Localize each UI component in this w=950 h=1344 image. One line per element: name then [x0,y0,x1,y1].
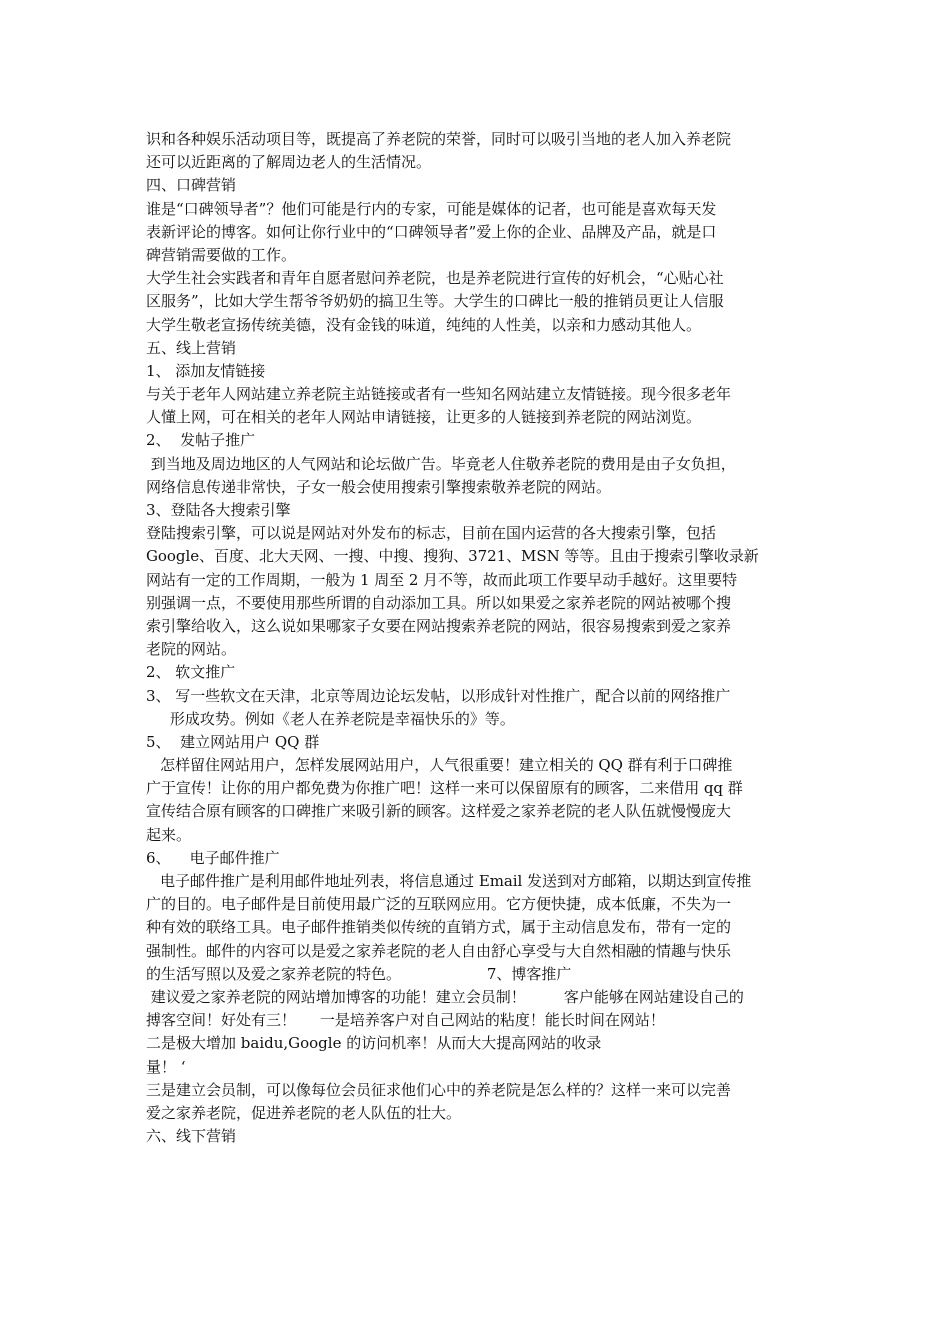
text-line: 索引擎给收入，这么说如果哪家子女要在网站搜索养老院的网站，很容易搜索到爱之家养 [146,616,732,635]
section-heading: 六、线下营销 [146,1127,237,1146]
text-line: 搏客空间！好处有三！ 一是培养客户对自己网站的粘度！能长时间在网站！ [146,1011,665,1030]
section-heading: 五、线上营销 [146,338,237,357]
text-line: 电子邮件推广是利用邮件地址列表，将信息通过 Email 发送到对方邮箱，以期达到宣传推 [146,872,752,890]
text-line: 人懂上网，可在相关的老年人网站申请链接，让更多的人链接到养老院的网站浏览。 [146,408,702,427]
text-line: 大学生敬老宣扬传统美德，没有金钱的味道，纯纯的人性美，以亲和力感动其他人。 [146,315,702,334]
text-line: Google、百度、北大天网、一搜、中搜、搜狗、3721、MSN 等等。且由于搜索引擎收录新 [146,547,759,566]
text-line: 强制性。邮件的内容可以是爱之家养老院的老人自由舒心享受与大自然相融的情趣与快乐 [146,941,732,960]
text-line: 广的目的。电子邮件是目前使用最广泛的互联网应用。它方便快捷，成本低廉，不失为一 [146,895,732,914]
text-line: 区服务”，比如大学生帮爷爷奶奶的搞卫生等。大学生的口碑比一般的推销员更让人信服 [146,292,724,311]
subsection-heading: 6、 电子邮件推广 [146,848,280,867]
text-line: 登陆搜索引擎，可以说是网站对外发布的标志，目前在国内运营的各大搜索引擎，包括 [146,524,717,543]
text-line: 3、 写一些软文在天津，北京等周边论坛发帖，以形成针对性推广，配合以前的网络推广 [146,686,731,705]
text-line: 别强调一点，不要使用那些所谓的自动添加工具。所以如果爱之家养老院的网站被哪个搜 [146,593,732,612]
subsection-heading: 2、 软文推广 [146,663,236,682]
text-line: 爱之家养老院，促进养老院的老人队伍的壮大。 [146,1103,462,1122]
text-line: 与关于老年人网站建立养老院主站链接或者有一些知名网站建立友情链接。现今很多老年 [146,385,732,404]
text-line: 大学生社会实践者和青年自愿者慰问养老院，也是养老院进行宣传的好机会，“心贴心社 [146,269,724,288]
section-heading: 四、口碑营销 [146,176,237,195]
text-line: 的生活写照以及爱之家养老院的特色。 7、博客推广 [146,964,572,983]
text-line: 量！ ‘ [146,1057,186,1076]
subsection-heading: 5、 建立网站用户 QQ 群 [146,732,320,751]
text-line: 宣传结合原有顾客的口碑推广来吸引新的顾客。这样爱之家养老院的老人队伍就慢慢庞大 [146,802,732,821]
text-line: 起来。 [146,825,192,844]
text-line: 网站有一定的工作周期，一般为 1 周至 2 月不等，故而此项工作要早动手越好。这里要特 [146,570,738,589]
text-line: 网络信息传递非常快，子女一般会使用搜索引擎搜索敬养老院的网站。 [146,477,612,496]
text-line: 老院的网站。 [146,640,237,659]
text-line: 怎样留住网站用户，怎样发展网站用户，人气很重要！建立相关的 QQ 群有利于口碑推 [146,756,733,775]
text-line: 到当地及周边地区的人气网站和论坛做广告。毕竟老人住敬养老院的费用是由子女负担， [146,454,736,473]
subsection-heading: 1、 添加友情链接 [146,361,266,380]
text-line: 形成攻势。例如《老人在养老院是幸福快乐的》等。 [146,709,515,728]
text-line: 谁是“口碑领导者”？他们可能是行内的专家，可能是媒体的记者，也可能是喜欢每天发 [146,199,717,218]
text-line: 广于宣传！让你的用户都免费为你推广吧！这样一来可以保留原有的顾客，二来借用 qq 群 [146,779,743,798]
text-line: 还可以近距离的了解周边老人的生活情况。 [146,153,432,172]
document-body [146,128,810,1148]
subsection-heading: 3、登陆各大搜索引擎 [146,501,291,519]
text-line: 二是极大增加 baidu,Google 的访问机率！从而大大提高网站的收录 [146,1034,602,1053]
text-line: 识和各种娱乐活动项目等，既提高了养老院的荣誉，同时可以吸引当地的老人加入养老院 [146,130,732,148]
text-line: 三是建立会员制，可以像每位会员征求他们心中的养老院是怎么样的？这样一来可以完善 [146,1080,732,1099]
text-line: 建议爱之家养老院的网站增加博客的功能！建立会员制！ 客户能够在网站建设自己的 [146,987,744,1006]
text-line: 碑营销需要做的工作。 [146,245,297,264]
text-line: 表新评论的博客。如何让你行业中的“口碑领导者”爱上你的企业、品牌及产品，就是口 [146,222,717,241]
text-line: 种有效的联络工具。电子邮件推销类似传统的直销方式，属于主动信息发布，带有一定的 [146,918,732,937]
subsection-heading: 2、 发帖子推广 [146,431,256,450]
